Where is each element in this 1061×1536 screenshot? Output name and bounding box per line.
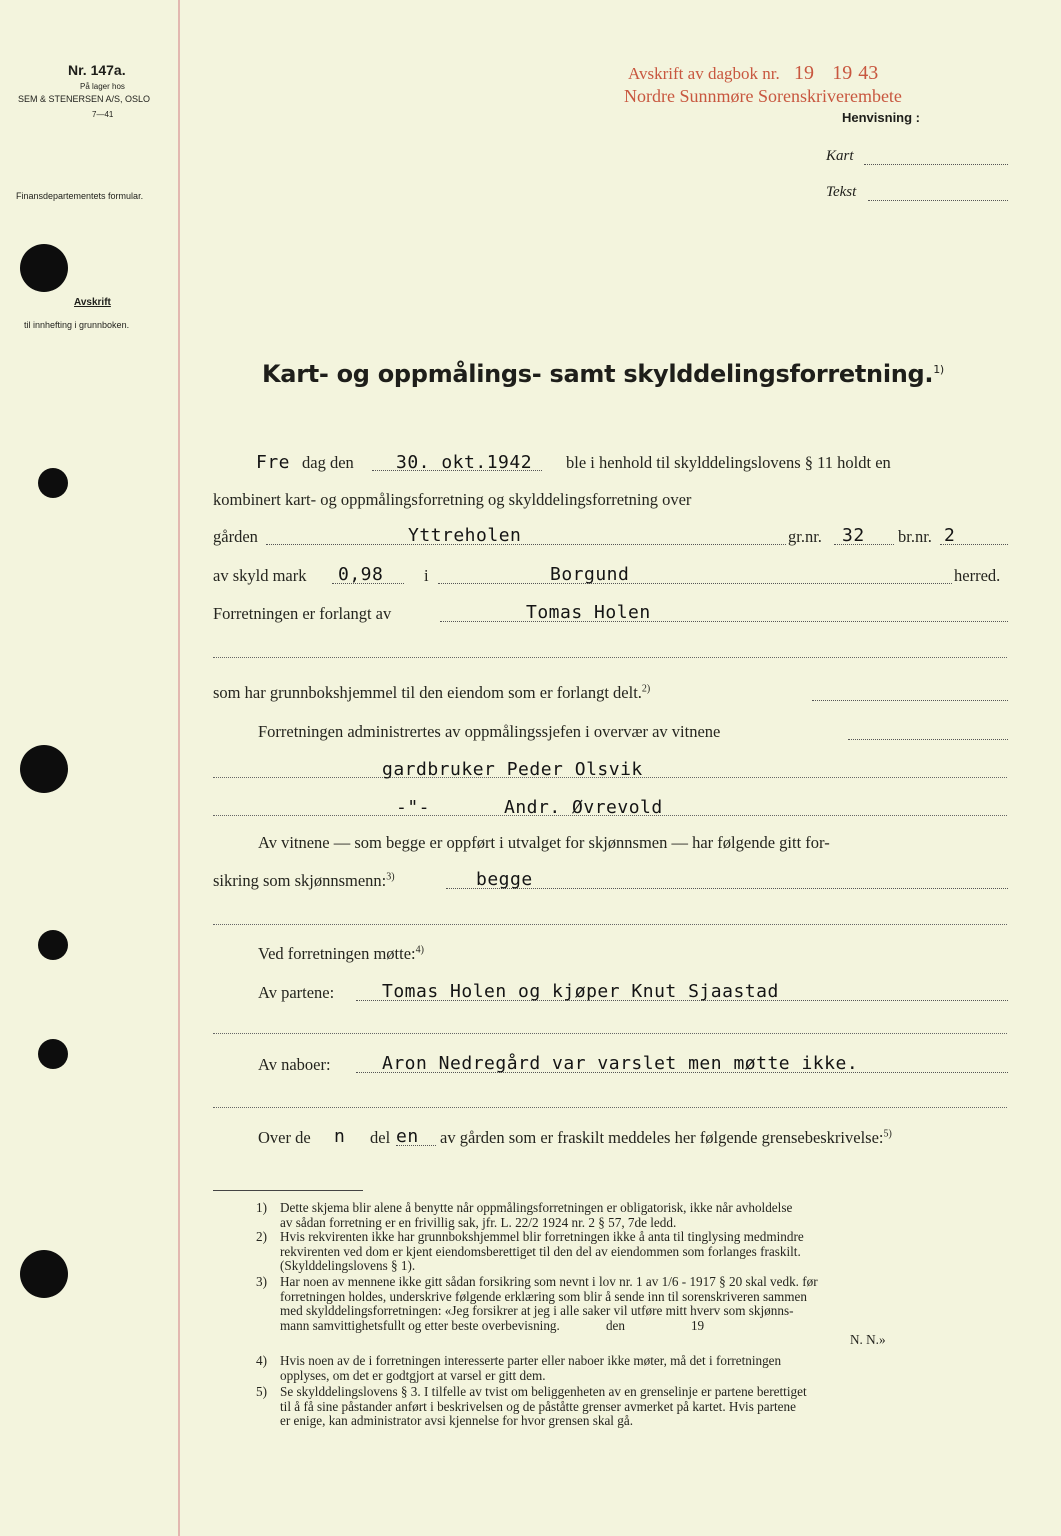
form-source: Finansdepartementets formular. [16,191,144,201]
punch-hole [20,745,68,793]
line7-text: Forretningen administrertes av oppmålingssjefen i overvær av vitnene [258,722,721,741]
reference-label: Henvisning : [842,110,921,125]
neighbours-value: Aron Nedregård var varslet men møtte ikke. [382,1053,859,1074]
punch-hole [20,1250,68,1298]
line13-prefix: Over de [258,1128,311,1147]
oath-label: sikring som skjønnsmenn:$^{3)}$ [213,871,395,890]
line6-text: som har grunnbokshjemmel til den eiendom som er forlangt delt.$^{2)}$ [213,683,651,702]
text-dotted-line [868,200,1008,201]
skyld-label: av skyld mark [213,566,307,585]
date-label: dag den [302,453,354,472]
line2-text: kombinert kart- og oppmålingsforretning og skylddelingsforretning over [213,490,692,509]
bnr-value: 2 [944,525,956,546]
printer-name: SEM & STENERSEN A/S, OSLO [18,94,151,104]
footnote-4: Hvis noen av de i forretningen interesserte parter eller naboer ikke møter, må det i forretningen opplyses, om det er godtgjort at varsel er gitt dem. [280,1353,782,1383]
footnote-number: 2) [256,1229,267,1244]
footnote-number: 1) [256,1200,267,1215]
blank-dotted-line [213,1033,1007,1034]
witness-2: Andr. Øvrevold [504,797,663,818]
footnote-5: Se skylddelingslovens § 3. I tilfelle av tvist om beliggenheten av en grenselinje er partene berettiget til å få sine påstander anført i beskrivelsen og de påståtte grenser avmerket på kartet. Hvis partene er enige, kan administrator avsi kjennelse for hvor grensen skal gå. [280,1384,807,1429]
line8-text: Av vitnene — som begge er oppført i utvalget for skjønnsmen — har følgende gitt for- [258,833,830,852]
margin-rule [178,0,180,1536]
farm-dotted-line [266,544,786,545]
stamp-line-2: Nordre Sunnmøre Sorenskriverembete [624,86,902,106]
witness-2-ditto: -"- [396,797,431,818]
footnote-rule [213,1190,363,1191]
requester-name: Tomas Holen [526,602,651,623]
line13-mid: del [370,1128,391,1147]
printer-note: På lager hos [80,82,125,91]
footnote-number: 3) [256,1274,267,1289]
skyld-value: 0,98 [338,564,384,585]
blank-dotted-line [213,657,1007,658]
copy-heading: Avskrift [74,297,111,308]
gnr-value: 32 [842,525,865,546]
line13-suffix: av gården som er fraskilt meddeles her følgende grensebeskrivelse:$^{5)}$ [440,1128,892,1147]
punch-hole [38,1039,68,1069]
page-title: Kart- og oppmålings- samt skylddelingsforretning.$^{1)}$ [262,360,944,388]
parties-value: Tomas Holen og kjøper Knut Sjaastad [382,981,779,1002]
footnote-number: 5) [256,1384,267,1399]
punch-hole [38,930,68,960]
text-label: Tekst [826,184,857,200]
punch-hole [38,468,68,498]
requester-label: Forretningen er forlangt av [213,604,392,623]
line7-dotted-line [848,739,1008,740]
gnr-label: gr.nr. [788,527,822,546]
in-label: i [424,566,429,585]
municipality-dotted-line [438,583,952,584]
attendance-label: Ved forretningen møtte:$^{4)}$ [258,944,424,963]
line6-dotted-line [812,700,1008,701]
blank-dotted-line [213,924,1007,925]
municipality: Borgund [550,564,630,585]
footnote-1: Dette skjema blir alene å benytte når oppmålingsforretningen er obligatorisk, ikke når avholdelse av sådan forretning er en frivillig sak, jfr. L. 22/2 1924 nr. 2 § 57, 7de ledd. [280,1200,793,1230]
farm-label: gården [213,527,258,546]
footnote-3: Har noen av mennene ikke gitt sådan forsikring som nevnt i lov nr. 1 av 1/6 - 1917 § 20 skal vedk. før forretningen holdes, underskrive følgende erklæring som blir å sende inn til sorenskriveren sammen med skylddelingsforretningen: «Jeg forsikrer at jeg i alle saker vil utføre mitt hverv som skjønns- mann samvittighetsfullt og etter beste overbevisning. den 19 N. N.» [280,1274,886,1348]
line13-fill-2: en [396,1126,419,1147]
line1-suffix: ble i henhold til skylddelingslovens § 11 holdt en [566,453,891,472]
map-label: Kart [826,148,854,164]
neighbours-label: Av naboer: [258,1055,331,1074]
map-dotted-line [864,164,1008,165]
farm-name: Yttreholen [408,525,522,546]
copy-note: til innhefting i grunnboken. [24,320,130,330]
form-number: Nr. 147a. [68,62,126,78]
line13-fill-1: n [334,1126,346,1147]
weekday: Fre [256,452,291,473]
line13-dotted-line [396,1145,436,1146]
bnr-label: br.nr. [898,527,932,546]
punch-hole [20,244,68,292]
blank-dotted-line [213,1107,1007,1108]
printer-date: 7—41 [92,110,114,119]
date-value: 30. okt.1942 [396,452,533,473]
stamp-line-1: Avskrift av dagbok nr. 19 19 43 [628,62,879,84]
witness-1: gardbruker Peder Olsvik [382,759,643,780]
herred-label: herred. [954,566,1001,585]
oath-value: begge [476,869,533,890]
footnote-2: Hvis rekvirenten ikke har grunnbokshjemmel blir forretningen ikke å anta til tinglysing medmindre rekvirenten ved dom er kjent eiendomsberettiget til den del av eiendommen som forlanges fraskilt. (Skylddelingslovens § 1). [280,1229,804,1274]
footnote-number: 4) [256,1353,267,1368]
parties-label: Av partene: [258,983,335,1002]
